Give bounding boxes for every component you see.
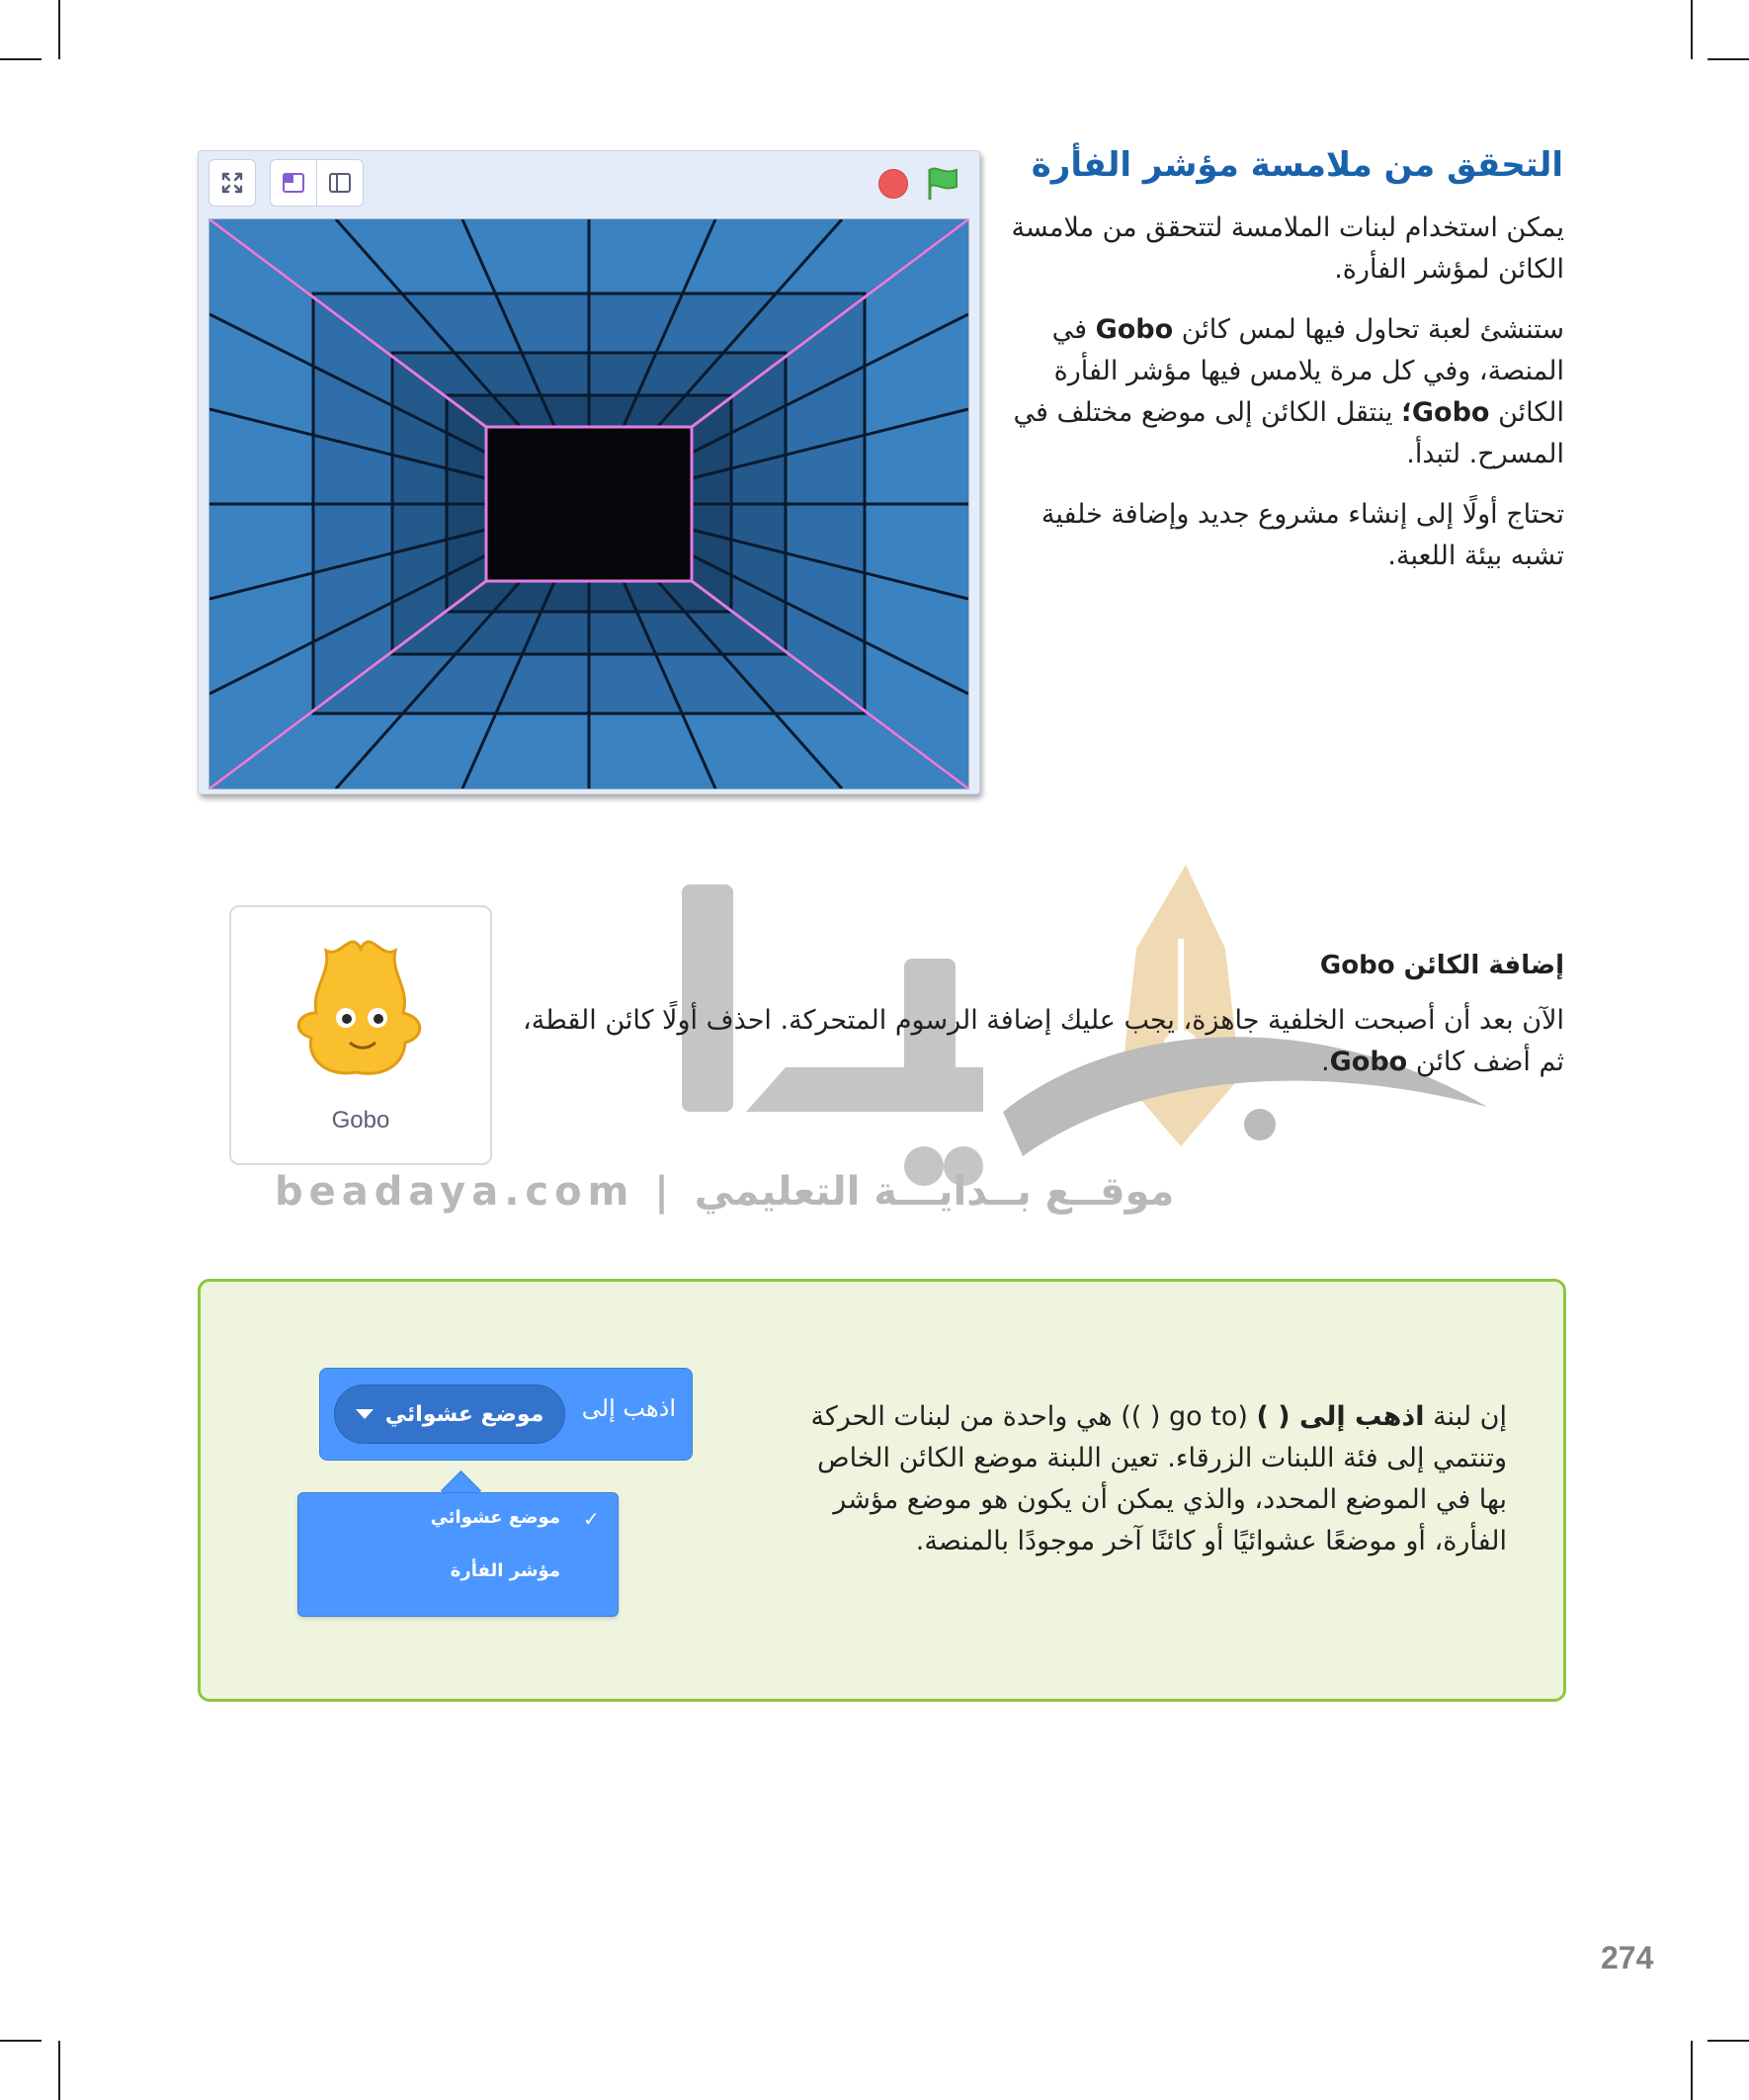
check-icon: ✓ bbox=[583, 1507, 600, 1531]
dropdown-selected-value: موضع عشوائي bbox=[384, 1401, 544, 1427]
sprite-name-label: Gobo bbox=[331, 1107, 390, 1134]
go-to-block[interactable] bbox=[319, 1368, 693, 1461]
text-run: إن لبنة bbox=[1424, 1401, 1507, 1432]
text-run: . bbox=[1321, 1047, 1330, 1077]
stage-toolbar bbox=[199, 151, 979, 216]
text-run: ستنشئ لعبة تحاول فيها لمس كائن bbox=[1173, 314, 1564, 345]
gobo-sprite-card[interactable] bbox=[229, 905, 492, 1165]
small-stage-icon bbox=[282, 172, 305, 194]
small-stage-button[interactable] bbox=[270, 159, 317, 207]
paragraph-add-gobo bbox=[517, 1000, 1564, 1083]
note-paragraph bbox=[795, 1396, 1507, 1562]
crop-mark bbox=[1691, 0, 1693, 59]
scratch-stage-window bbox=[198, 150, 980, 795]
dropdown-menu bbox=[297, 1492, 619, 1617]
crop-mark bbox=[58, 0, 60, 59]
gobo-term: Gobo bbox=[1095, 314, 1174, 345]
text-run: الآن بعد أن أصبحت الخلفية جاهزة، يجب عليك إضافة الرسوم المتحركة. احذف أولًا كائن القطة، ثم أضف كائن bbox=[523, 1005, 1564, 1077]
menu-item-random-position[interactable]: موضع عشوائي bbox=[430, 1507, 560, 1528]
large-stage-icon bbox=[328, 172, 352, 194]
go-to-label: اذهب إلى bbox=[581, 1394, 676, 1422]
gobo-term: Gobo bbox=[1329, 1047, 1408, 1077]
watermark-text: beadaya.com | موقــع بــدايـــة التعليمي bbox=[275, 1169, 1175, 1215]
fullscreen-icon bbox=[220, 171, 244, 195]
crop-mark bbox=[1691, 2041, 1693, 2100]
gobo-term: Gobo؛ bbox=[1401, 397, 1490, 428]
crop-mark bbox=[0, 2040, 42, 2042]
crop-mark bbox=[0, 58, 42, 60]
paragraph-new-project: تحتاج أولًا إلى إنشاء مشروع جديد وإضافة خلفية تشبه بيئة اللعبة. bbox=[1041, 499, 1564, 571]
paragraph-touching-blocks: يمكن استخدام لبنات الملامسة لتتحقق من ملامسة الكائن لمؤشر الفأرة. bbox=[1011, 212, 1564, 285]
text-run: ينتقل الكائن إلى موضع مختلف في المسرح. لتبدأ. bbox=[1013, 397, 1564, 469]
neon-tunnel-backdrop bbox=[209, 219, 968, 789]
large-stage-button[interactable] bbox=[316, 159, 364, 207]
section-title: التحقق من ملامسة مؤشر الفأرة bbox=[1031, 145, 1563, 185]
menu-item-mouse-pointer[interactable]: مؤشر الفأرة bbox=[450, 1560, 560, 1581]
dropdown-arrow-icon bbox=[356, 1409, 374, 1419]
paragraph-game-description bbox=[1011, 309, 1564, 475]
text-run: في المنصة، وفي كل مرة يلامس فيها مؤشر الفأرة الكائن bbox=[1051, 314, 1564, 428]
gobo-sprite-icon bbox=[287, 929, 435, 1097]
block-name-term: اذهب إلى ( ) bbox=[1256, 1401, 1425, 1432]
text-run: (go to ( )) هي واحدة من لبنات الحركة وتنتمي إلى فئة اللبنات الزرقاء. تعين اللبنة موضع الكائن الخاص بها في الموضع المحدد، والذي يمكن أن يكون هو موضع مؤشر الفأرة، أو موضعًا عشوائيًا أو كائنًا آخر موجودًا بالمنصة. bbox=[810, 1401, 1507, 1556]
position-dropdown[interactable] bbox=[334, 1385, 565, 1444]
crop-mark bbox=[58, 2041, 60, 2100]
crop-mark bbox=[1707, 58, 1749, 60]
crop-mark bbox=[1707, 2040, 1749, 2042]
page-number: 274 bbox=[1601, 1940, 1654, 1975]
tunnel-ring bbox=[486, 427, 692, 581]
stage-canvas[interactable] bbox=[208, 218, 969, 790]
gobo-section-title: إضافة الكائن Gobo bbox=[1319, 951, 1564, 980]
fullscreen-button[interactable] bbox=[208, 159, 256, 207]
